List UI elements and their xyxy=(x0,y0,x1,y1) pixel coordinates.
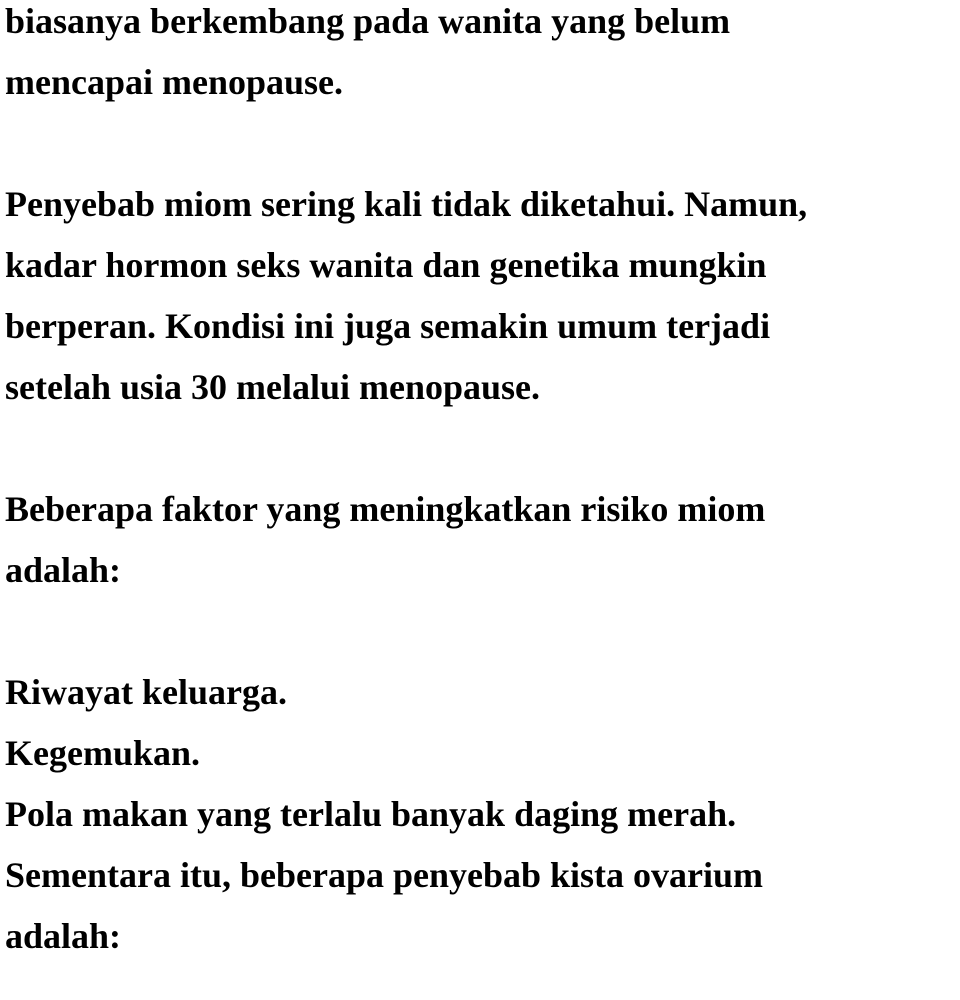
text-line: berperan. Kondisi ini juga semakin umum terjadi xyxy=(5,306,771,346)
risk-factor-list xyxy=(5,662,955,845)
paragraph-intro-continuation xyxy=(5,0,955,113)
text-line: Penyebab miom sering kali tidak diketahui. Namun, xyxy=(5,184,808,224)
text-line: mencapai menopause. xyxy=(5,62,344,102)
text-line: Beberapa faktor yang meningkatkan risiko miom xyxy=(5,489,766,529)
list-item: Pola makan yang terlalu banyak daging merah. xyxy=(5,794,737,834)
article-body xyxy=(5,0,955,967)
paragraph-spacer xyxy=(5,113,955,174)
paragraph-risk-intro xyxy=(5,479,955,601)
text-line: setelah usia 30 melalui menopause. xyxy=(5,367,541,407)
paragraph-causes xyxy=(5,174,955,418)
paragraph-spacer xyxy=(5,601,955,662)
paragraph-spacer xyxy=(5,418,955,479)
text-line: adalah: xyxy=(5,916,122,956)
text-line: kadar hormon seks wanita dan genetika mungkin xyxy=(5,245,767,285)
list-item: Riwayat keluarga. xyxy=(5,672,287,712)
text-line: biasanya berkembang pada wanita yang belum xyxy=(5,1,731,41)
list-item: Kegemukan. xyxy=(5,733,201,773)
text-line: adalah: xyxy=(5,550,122,590)
paragraph-ovarian-cyst-intro xyxy=(5,845,955,967)
text-line: Sementara itu, beberapa penyebab kista ovarium xyxy=(5,855,764,895)
